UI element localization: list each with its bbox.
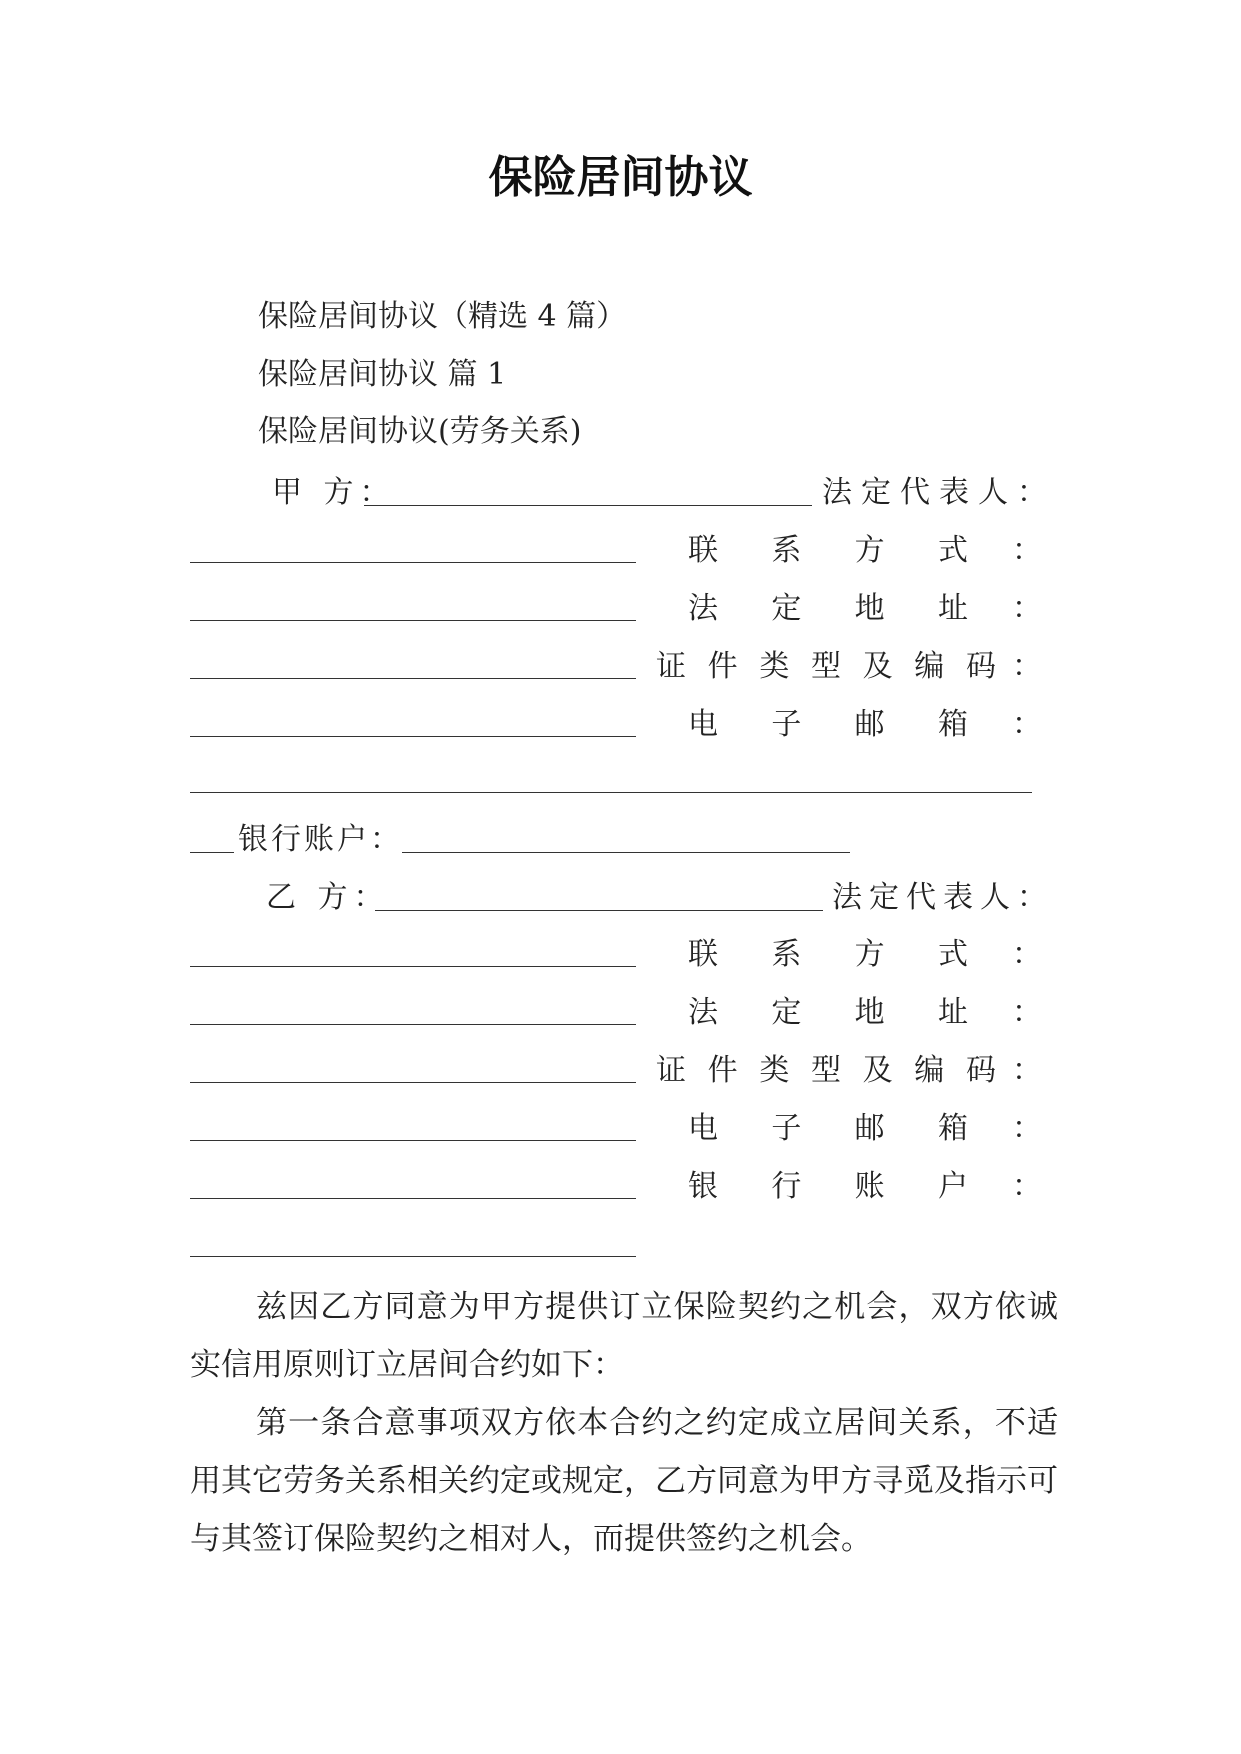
- party-b-address-text: 法 定 地 址: [688, 995, 968, 1030]
- party-b-label: 乙 方：: [266, 880, 390, 915]
- party-a-id-colon: ：: [1012, 649, 1042, 684]
- subtitle-line-3: 保险居间协议(劳务关系): [258, 414, 582, 449]
- party-b-bank-blank[interactable]: [190, 1256, 636, 1257]
- party-b-contact-text: 联 系 方 式: [688, 937, 968, 972]
- party-a-address-text: 法 定 地 址: [688, 591, 968, 626]
- party-b-email-blank[interactable]: [190, 1198, 636, 1199]
- party-b-address-colon: ：: [1012, 995, 1042, 1030]
- party-a-rep-blank[interactable]: [190, 562, 636, 563]
- party-a-bank-blank[interactable]: [402, 852, 850, 853]
- party-a-email-colon: ：: [1012, 707, 1042, 742]
- party-a-email-label: [688, 705, 968, 745]
- party-b-contact-blank[interactable]: [190, 1024, 636, 1025]
- party-a-id-label: [656, 647, 996, 687]
- party-a-label: 甲 方：: [272, 475, 396, 510]
- party-b-id-colon: ：: [1012, 1053, 1042, 1088]
- party-a-id-text: 证 件 类 型 及 编 码: [656, 649, 996, 684]
- subtitle-line-2: 保险居间协议 篇 1: [258, 357, 507, 392]
- party-a-contact-blank[interactable]: [190, 620, 636, 621]
- party-a-email-text: 电 子 邮 箱: [688, 707, 968, 742]
- party-b-rep-blank[interactable]: [190, 966, 636, 967]
- party-b-rep-label: 法定代表人：: [832, 880, 1054, 915]
- party-b-address-blank[interactable]: [190, 1082, 636, 1083]
- party-a-address-blank[interactable]: [190, 678, 636, 679]
- party-a-contact-label: [688, 531, 968, 571]
- party-b-bank-text: 银 行 账 户: [688, 1169, 968, 1204]
- paragraph-article-1: 第一条合意事项双方依本合约之约定成立居间关系，不适用其它劳务关系相关约定或规定，乙方同意为甲方寻觅及指示可与其签订保险契约之相对人，而提供签约之机会。: [190, 1405, 1058, 1557]
- party-b-address-label: [688, 993, 968, 1033]
- party-a-email-blank[interactable]: [190, 792, 1032, 793]
- party-b-name-blank[interactable]: [375, 910, 823, 911]
- party-a-rep-label: 法定代表人：: [822, 475, 1056, 510]
- subtitle-line-1: 保险居间协议（精选 4 篇）: [258, 299, 627, 334]
- party-b-id-blank[interactable]: [190, 1140, 636, 1141]
- party-b-bank-colon: ：: [1012, 1169, 1042, 1204]
- party-a-contact-colon: ：: [1012, 533, 1042, 568]
- party-b-contact-label: [688, 935, 968, 975]
- paragraph-intro: 兹因乙方同意为甲方提供订立保险契约之机会，双方依诚实信用原则订立居间合约如下：: [190, 1289, 1058, 1383]
- party-a-contact-text: 联 系 方 式: [688, 533, 968, 568]
- party-a-address-label: [688, 589, 968, 629]
- party-b-email-text: 电 子 邮 箱: [688, 1111, 968, 1146]
- party-a-id-blank[interactable]: [190, 736, 636, 737]
- party-b-email-colon: ：: [1012, 1111, 1042, 1146]
- document-title: 保险居间协议: [488, 152, 753, 203]
- party-b-id-label: [656, 1051, 996, 1091]
- party-b-id-text: 证 件 类 型 及 编 码: [656, 1053, 996, 1088]
- party-b-bank-label: [688, 1167, 968, 1207]
- party-b-contact-colon: ：: [1012, 937, 1042, 972]
- party-a-bank-prefix-blank[interactable]: [190, 852, 234, 853]
- party-a-name-blank[interactable]: [364, 505, 812, 506]
- party-b-email-label: [688, 1109, 968, 1149]
- party-a-bank-label: 银行账户：: [238, 822, 403, 857]
- party-a-address-colon: ：: [1012, 591, 1042, 626]
